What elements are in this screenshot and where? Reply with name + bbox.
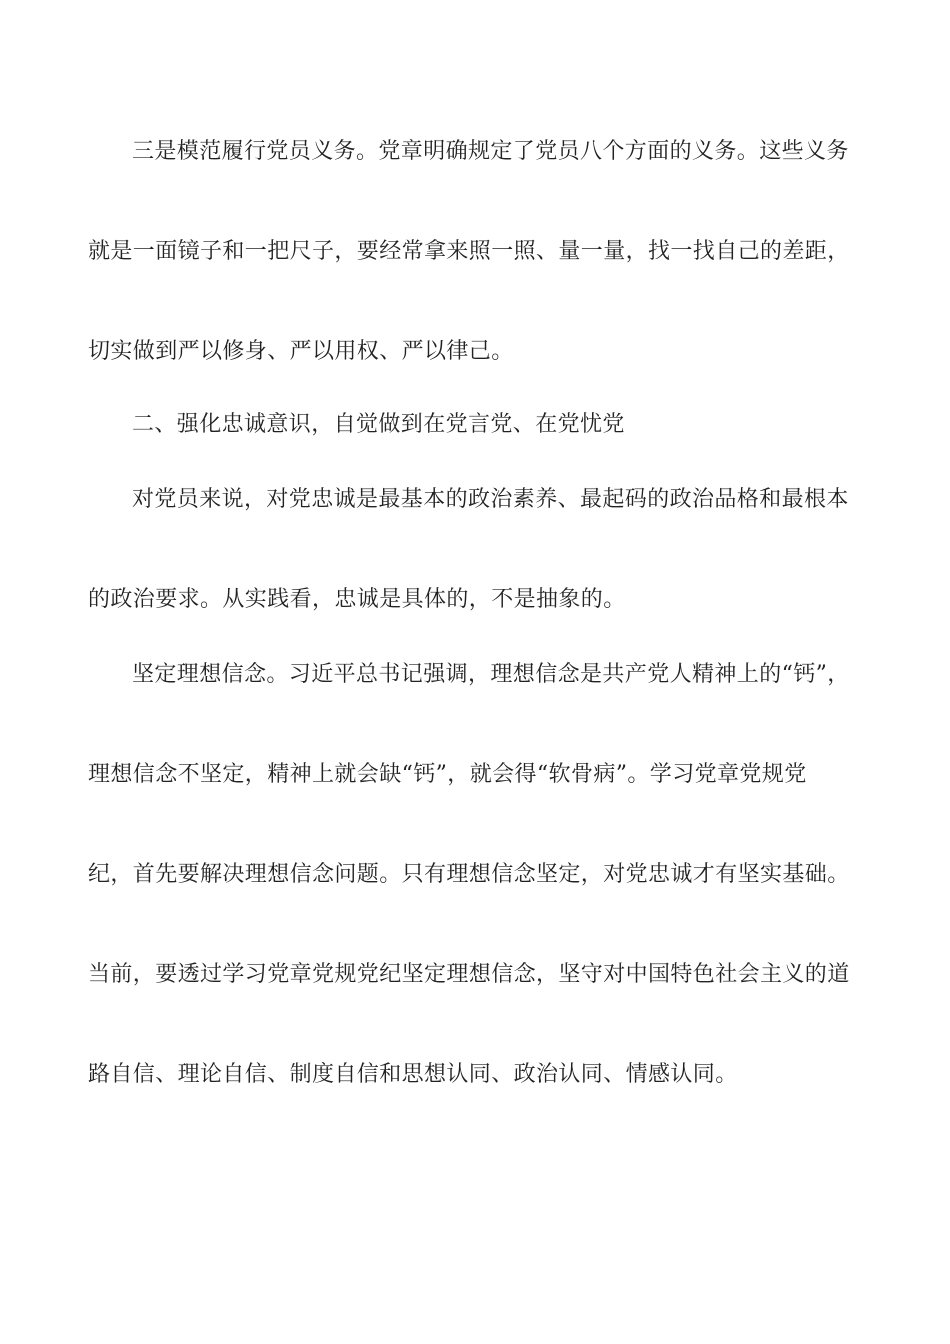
paragraph-line: 对党员来说，对党忠诚是最基本的政治素养、最起码的政治品格和最根本	[132, 487, 849, 512]
paragraph-line: 理想信念不坚定，精神上就会缺“钙”，就会得“软骨病”。学习党章党规党	[88, 762, 807, 787]
paragraph-line: 纪，首先要解决理想信念问题。只有理想信念坚定，对党忠诚才有坚实基础。	[88, 862, 850, 887]
paragraph-line: 的政治要求。从实践看，忠诚是具体的，不是抽象的。	[88, 587, 626, 612]
paragraph-line: 当前，要透过学习党章党规党纪坚定理想信念，坚守对中国特色社会主义的道	[88, 962, 850, 987]
paragraph-line: 路自信、理论自信、制度自信和思想认同、政治认同、情感认同。	[88, 1062, 738, 1087]
paragraph-line: 坚定理想信念。习近平总书记强调，理想信念是共产党人精神上的“钙”，	[132, 662, 850, 687]
paragraph-line: 三是模范履行党员义务。党章明确规定了党员八个方面的义务。这些义务	[132, 139, 849, 164]
section-heading: 二、强化忠诚意识，自觉做到在党言党、在党忧党	[132, 412, 625, 437]
paragraph-line: 就是一面镜子和一把尺子，要经常拿来照一照、量一量，找一找自己的差距，	[88, 239, 850, 264]
paragraph-line: 切实做到严以修身、严以用权、严以律己。	[88, 339, 514, 364]
